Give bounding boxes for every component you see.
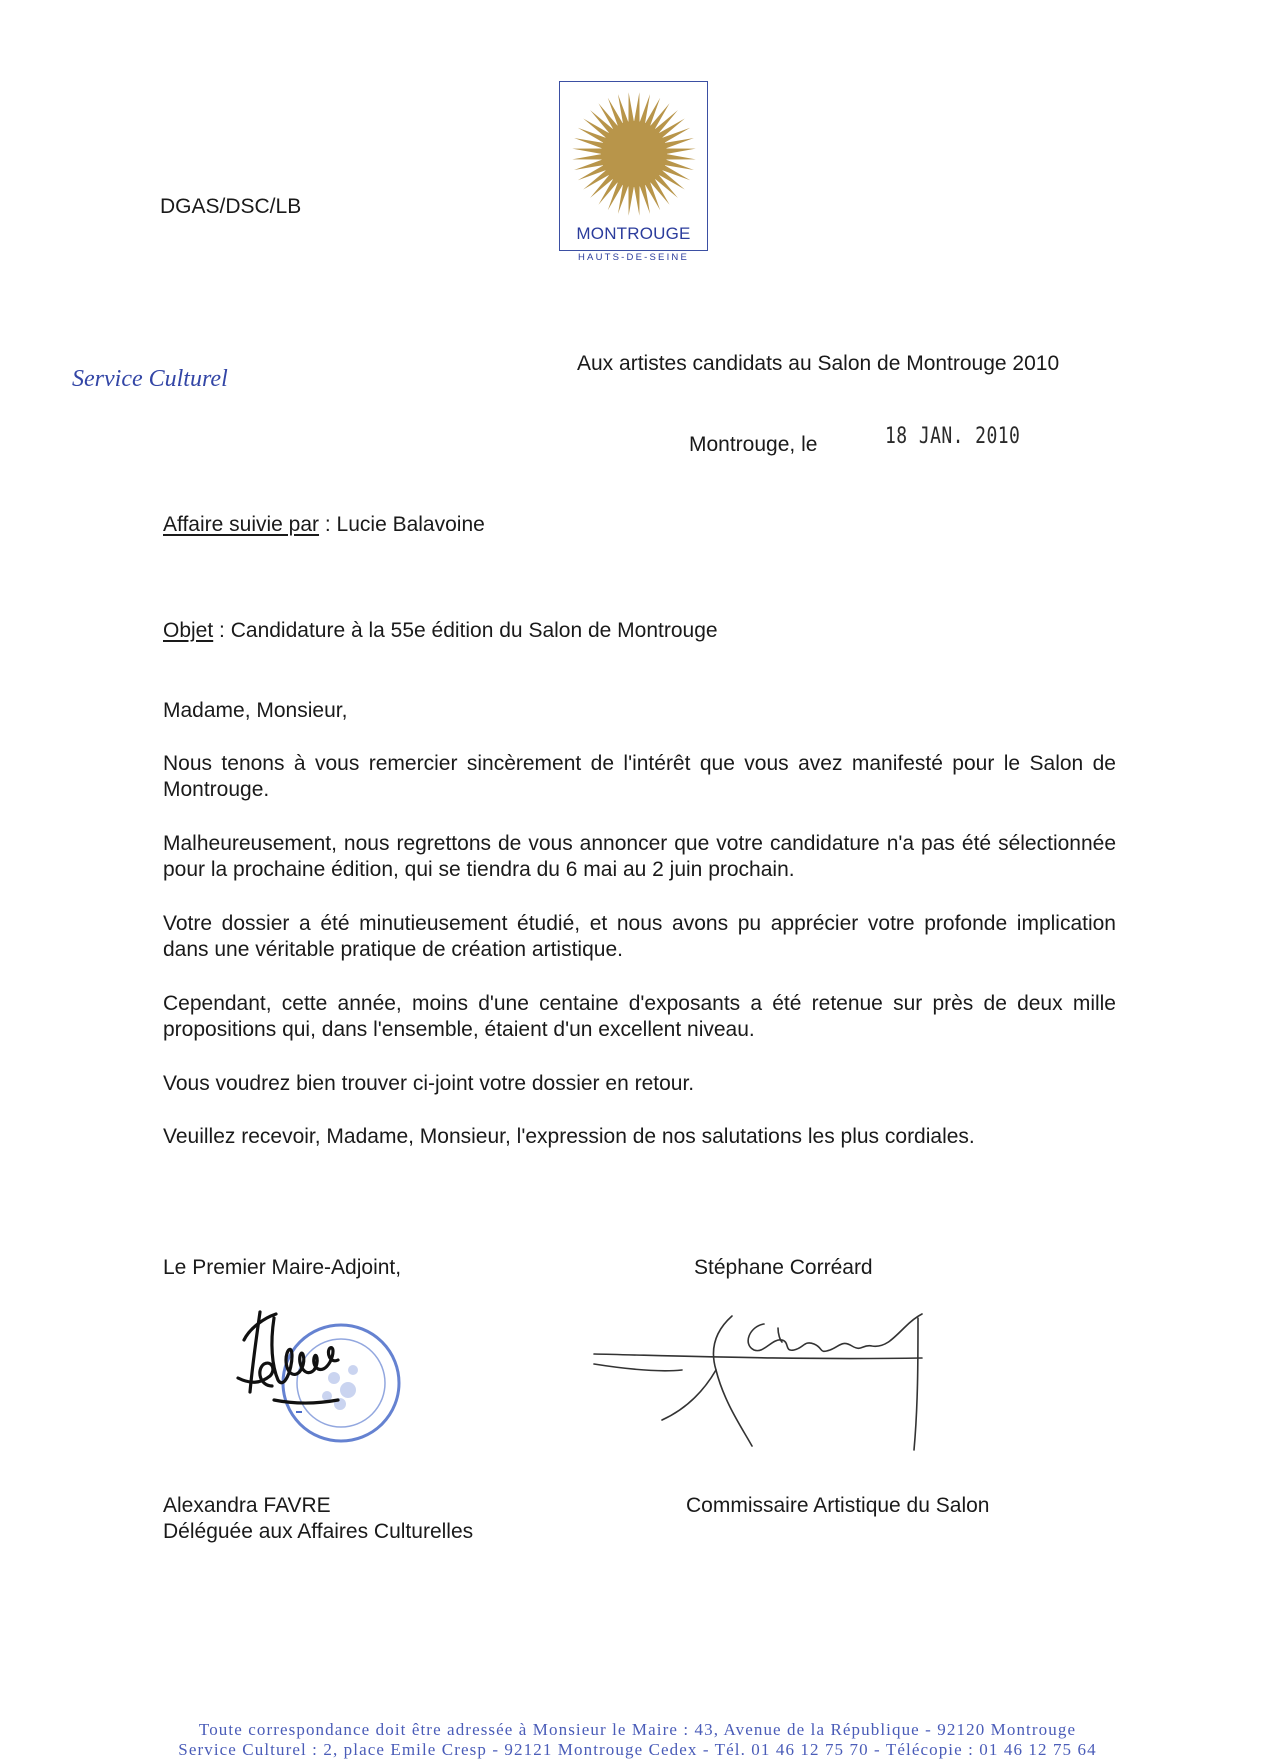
objet-label: Objet bbox=[163, 619, 214, 642]
paragraph: Votre dossier a été minutieusement étudié, et nous avons pu apprécier votre profonde implication dans une véritable pratique de création artistique. bbox=[163, 912, 1116, 961]
logo-subtitle: HAUTS-DE-SEINE bbox=[577, 252, 690, 263]
paragraph: Malheureusement, nous regrettons de vous annoncer que votre candidature n'a pas été sélectionnée pour la prochaine édition, qui se tiendra du 6 mai au 2 juin prochain. bbox=[163, 832, 1116, 881]
sun-emblem-icon bbox=[570, 90, 698, 218]
place-line: Montrouge, le bbox=[689, 433, 818, 456]
objet-value: Candidature à la 55e édition du Salon de Montrouge bbox=[230, 619, 718, 642]
reference-code: DGAS/DSC/LB bbox=[160, 195, 302, 218]
right-signatory-name: Stéphane Corréard bbox=[694, 1256, 873, 1279]
paragraph: Cependant, cette année, moins d'une centaine d'exposants a été retenue sur près de deux mille propositions qui, dans l'ensemble, étaient d'un excellent niveau. bbox=[163, 992, 1116, 1041]
paragraph: Veuillez recevoir, Madame, Monsieur, l'expression de nos salutations les plus cordiales. bbox=[163, 1125, 975, 1148]
paragraph: Nous tenons à vous remercier sincèrement de l'intérêt que vous avez manifesté pour le Salon de Montrouge. bbox=[163, 752, 1116, 801]
affaire-separator: : bbox=[319, 513, 337, 536]
left-signatory-name: Alexandra FAVRE bbox=[163, 1494, 331, 1517]
footer-service: Service Culturel : 2, place Emile Cresp - 92121 Montrouge Cedex - Tél. 01 46 12 75 70 - Télécopie : 01 46 12 75 64 bbox=[178, 1740, 1097, 1759]
affaire-label: Affaire suivie par bbox=[163, 513, 320, 536]
correard-signature-icon bbox=[592, 1310, 972, 1460]
objet-separator: : bbox=[213, 619, 231, 642]
right-signatory-role: Commissaire Artistique du Salon bbox=[686, 1494, 990, 1517]
date-stamp: 18 JAN. 2010 bbox=[885, 424, 1021, 449]
logo-name: MONTROUGE bbox=[576, 224, 691, 243]
footer-address: Toute correspondance doit être adressée à Monsieur le Maire : 43, Avenue de la République - 92120 Montrouge bbox=[198, 1720, 1077, 1739]
recipient-line: Aux artistes candidats au Salon de Montrouge 2010 bbox=[577, 352, 1060, 375]
left-signatory-role: Déléguée aux Affaires Culturelles bbox=[163, 1520, 474, 1543]
service-name: Service Culturel bbox=[72, 366, 228, 392]
affaire-line bbox=[163, 512, 485, 538]
salutation: Madame, Monsieur, bbox=[163, 699, 348, 722]
paragraph: Vous voudrez bien trouver ci-joint votre dossier en retour. bbox=[163, 1072, 695, 1095]
favre-signature-icon bbox=[230, 1300, 410, 1460]
left-signatory-title: Le Premier Maire-Adjoint, bbox=[163, 1256, 402, 1279]
objet-line bbox=[163, 618, 718, 644]
affaire-value: Lucie Balavoine bbox=[336, 513, 485, 536]
montrouge-logo bbox=[559, 81, 708, 251]
